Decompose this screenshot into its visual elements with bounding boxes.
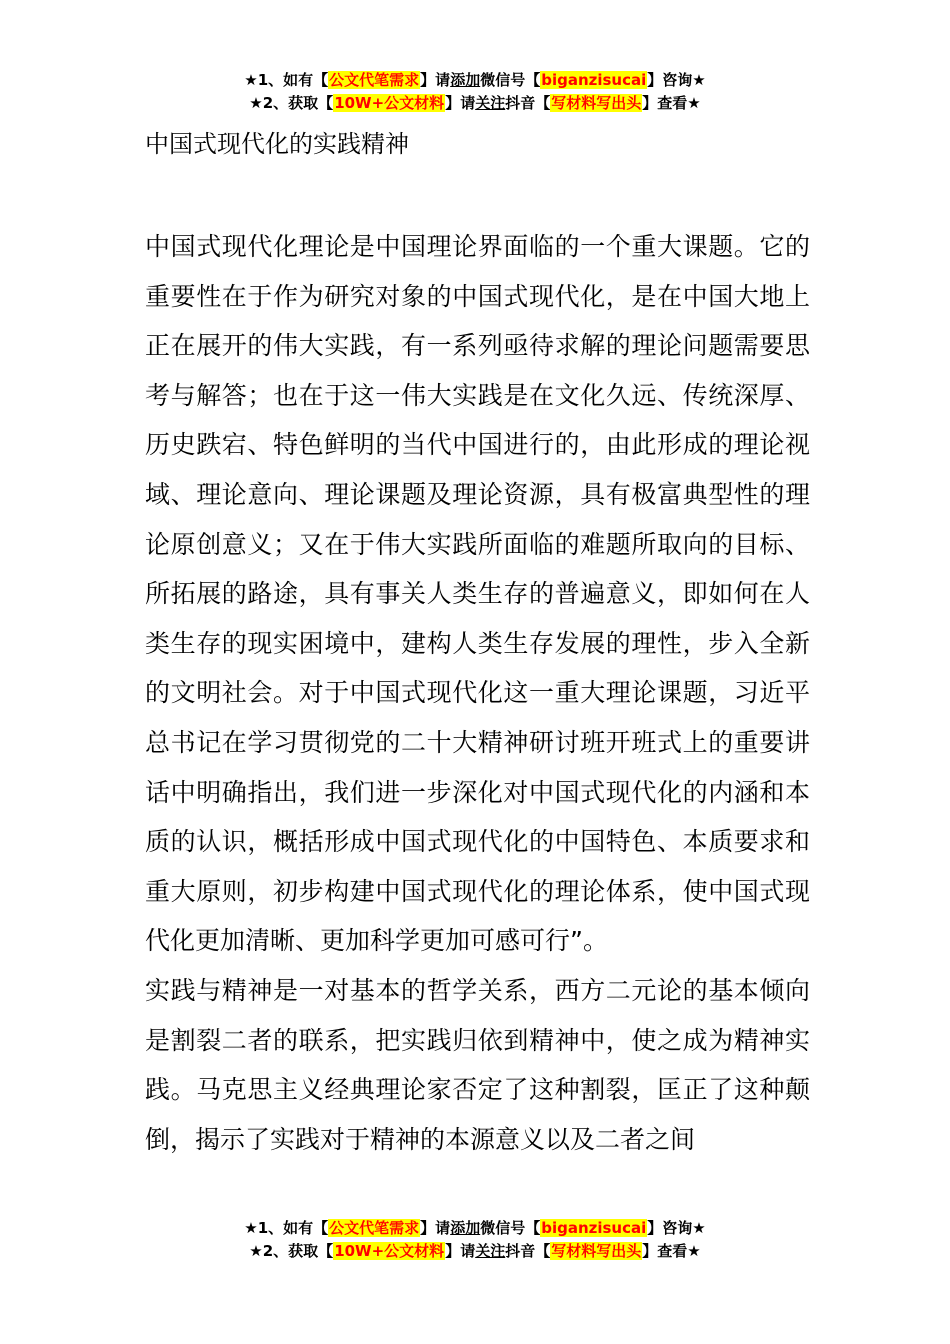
highlight-materials: 10W+公文材料 <box>334 94 445 112</box>
highlight-douyin-account: 写材料写出头 <box>551 1242 642 1260</box>
header-banner <box>0 69 950 115</box>
document-title: 中国式现代化的实践精神 <box>145 130 409 158</box>
highlight-service: 公文代笔需求 <box>329 71 420 89</box>
highlight-douyin-account: 写材料写出头 <box>551 94 642 112</box>
banner-line-2: ★2、获取【10W+公文材料】请关注抖音【写材料写出头】查看★ <box>249 1242 701 1260</box>
highlight-materials: 10W+公文材料 <box>334 1242 445 1260</box>
footer-banner <box>0 1217 950 1263</box>
banner-line-2: ★2、获取【10W+公文材料】请关注抖音【写材料写出头】查看★ <box>249 94 701 112</box>
document-body <box>145 222 810 1164</box>
highlight-wechat-id: biganzisucai <box>541 1219 647 1237</box>
paragraph: 实践与精神是一对基本的哲学关系，西方二元论的基本倾向是割裂二者的联系，把实践归依到精神中，使之成为精神实践。马克思主义经典理论家否定了这种割裂，匡正了这种颠倒，揭示了实践对于精神的本源意义以及二者之间 <box>145 975 810 1154</box>
banner-line-1: ★1、如有【公文代笔需求】请添加微信号【biganzisucai】咨询★ <box>244 71 706 89</box>
banner-line-1: ★1、如有【公文代笔需求】请添加微信号【biganzisucai】咨询★ <box>244 1219 706 1237</box>
paragraph: 中国式现代化理论是中国理论界面临的一个重大课题。它的重要性在于作为研究对象的中国式现代化，是在中国大地上正在展开的伟大实践，有一系列亟待求解的理论问题需要思考与解答；也在于这一伟大实践是在文化久远、传统深厚、历史跌宕、特色鲜明的当代中国进行的，由此形成的理论视域、理论意向、理论课题及理论资源，具有极富典型性的理论原创意义；又在于伟大实践所面临的难题所取向的目标、所拓展的路途，具有事关人类生存的普遍意义，即如何在人类生存的现实困境中，建构人类生存发展的理性，步入全新的文明社会。对于中国式现代化这一重大理论课题，习近平总书记在学习贯彻党的二十大精神研讨班开班式上的重要讲话中明确指出，我们进一步深化对中国式现代化的内涵和本质的认识，概括形成中国式现代化的中国特色、本质要求和重大原则，初步构建中国式现代化的理论体系，使中国式现代化更加清晰、更加科学更加可感可行”。 <box>145 232 810 956</box>
highlight-wechat-id: biganzisucai <box>541 71 647 89</box>
highlight-service: 公文代笔需求 <box>329 1219 420 1237</box>
